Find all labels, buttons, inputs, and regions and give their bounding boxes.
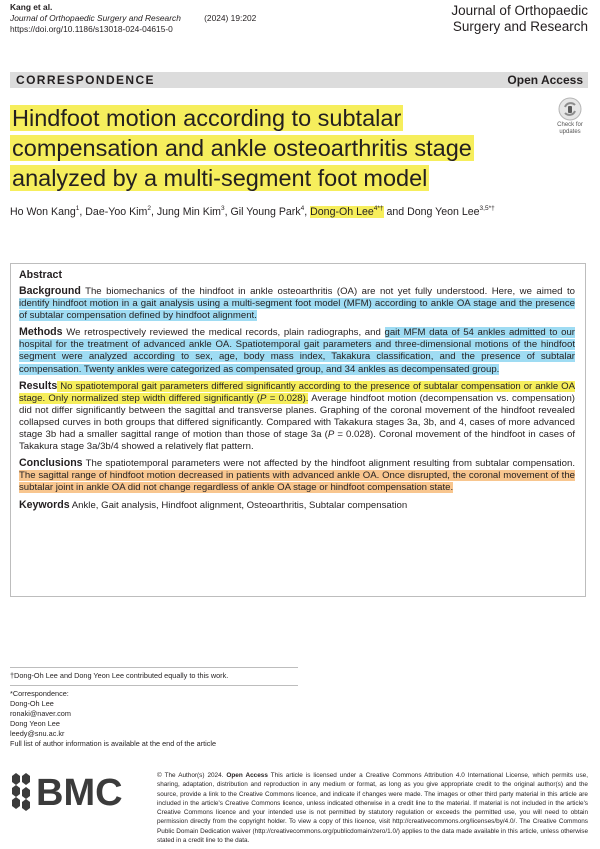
author-list [10, 205, 590, 219]
section-label: Results [19, 379, 58, 392]
abstract-keywords [19, 499, 575, 512]
highlighted-text-part: No spatiotemporal gait parameters differed significantly according to the presence of subtalar compensation or ankle OA stage. Only normalized step width differed significantly ( [19, 380, 575, 404]
section-text: = 0.028). Coronal movement of the hindfoot in cases of Takakura stage 3a/3b/4 showed a relatively flat pattern. [19, 429, 575, 453]
header-doi[interactable]: https://doi.org/10.1186/s13018-024-04615-0 [10, 24, 173, 34]
correspondence-label: *Correspondence: [10, 689, 69, 698]
title-line: Hindfoot motion according to subtalar [12, 105, 402, 131]
open-access-label: Open Access [507, 73, 583, 87]
header-volume: (2024) 19:202 [204, 13, 257, 23]
abstract-results [19, 380, 575, 454]
article-type-label: CORRESPONDENCE [16, 73, 155, 87]
section-label: Methods [19, 326, 63, 339]
copyright-prefix: © The Author(s) 2024. [157, 772, 227, 779]
author-info-note: Full list of author information is available at the end of the article [10, 739, 217, 748]
header-journal: Journal of Orthopaedic Surgery and Research [10, 13, 181, 23]
author-name: Jung Min Kim [156, 206, 222, 218]
author-affil: 4 [300, 205, 305, 212]
abstract-box [10, 263, 586, 597]
header-authors: Kang et al. [10, 2, 53, 12]
journal-name-line1: Journal of Orthopaedic [451, 3, 588, 18]
abstract-background [19, 285, 575, 322]
title-line: compensation and ankle osteoarthritis stage [12, 135, 472, 161]
section-text: We retrospectively reviewed the medical records, plain radiographs, and [62, 327, 385, 339]
license-text [157, 771, 588, 845]
author-sep: , [79, 206, 86, 218]
author-name-highlighted [310, 206, 383, 218]
correspondence-email[interactable]: ronaki@naver.com [10, 709, 71, 718]
author-name: Ho Won Kang [10, 206, 76, 218]
highlighted-text: gait MFM data of 54 ankles admitted to our hospital for the treatment of advanced ankle OA. Spatiotemporal gait parameters and three-dimensional motions of the hindfoot segment were analyzed according to sex, age, body mass index, Takakura classification, and the presence of subtalar compensation. Twenty ankles were categorized as compensated group, and 34 ankles as decompensated group. [19, 327, 575, 375]
section-text: Average hindfoot motion (decompensation vs. compensation) did not differ significantly between the sagittal and transverse planes. Graphing of the coronal movement of the hindfoot revealed collapsed curves in both groups that differed significantly. Compared with Takakura stages 3a, 3b, and 4, cases of more advanced stage 3b had a smaller sagittal range of motion than those of stage 3a ( [19, 392, 575, 441]
title-line: analyzed by a multi-segment foot model [12, 165, 428, 191]
abstract-heading: Abstract [19, 269, 62, 281]
equal-contribution-note: †Dong-Oh Lee and Dong Yeon Lee contributed equally to this work. [10, 671, 229, 680]
bmc-logo-icon [10, 770, 142, 812]
journal-name [451, 3, 588, 34]
section-label: Background [19, 285, 81, 297]
author-name: Dong Yeon Lee [407, 206, 480, 218]
article-title [10, 103, 550, 193]
author-name: Dae-Yoo Kim [85, 206, 148, 218]
correspondence-line: Dong-Oh Lee [10, 699, 54, 708]
section-text: The biomechanics of the hindfoot in ankle osteoarthritis (OA) are not yet fully understood. Here, we aimed to [80, 286, 575, 297]
author-name: Dong-Oh Lee [310, 206, 374, 218]
footnote-divider [10, 685, 298, 686]
header-citation [10, 13, 256, 24]
author-affil: 3 [221, 205, 225, 212]
check-updates-line2: updates [559, 128, 581, 135]
abstract-methods [19, 326, 575, 375]
license-body: This article is licensed under a Creative Commons Attribution 4.0 International License, which permits use, sharing, adaptation, distribution and reproduction in any medium or format, as long as you give appropriate credit to the original author(s) and the source, provide a link to the Creative Commons licence, and indicate if changes were made. The images or other third party material in this article are included in the article's Creative Commons licence, unless indicated otherwise in a credit line to the material. If material is not included in the article's Creative Commons licence and your intended use is not permitted by statutory regulation or exceeds the permitted use, you will need to obtain permission directly from the copyright holder. To view a copy of this licence, visit http://creativecommons.org/licenses/by/4.0/. The Creative Commons Public Domain Dedication waiver (http://creativecommons.org/publicdomain/zero/1.0/) applies to the data made available in this article, unless otherwise stated in a credit line to the data. [157, 772, 588, 845]
author-name: Gil Young Park [230, 206, 301, 218]
author-affil: 3,5*† [479, 205, 495, 212]
author-affil: 4*† [373, 205, 384, 212]
footnote-divider [10, 667, 298, 668]
author-affil: 2 [147, 205, 151, 212]
correspondence-line: Dong Yeon Lee [10, 719, 60, 728]
keywords-text: Ankle, Gait analysis, Hindfoot alignment, Osteoarthritis, Subtalar compensation [69, 499, 408, 511]
journal-name-line2: Surgery and Research [452, 18, 588, 34]
p-value-symbol: P [327, 429, 335, 441]
article-type-bar [10, 72, 588, 88]
author-sep: , [150, 206, 157, 218]
check-updates-icon [558, 97, 582, 121]
bmc-logo-text: BMC [36, 772, 123, 812]
footnotes [10, 667, 298, 749]
p-value-symbol: P [260, 392, 267, 404]
author-sep: , [224, 206, 231, 218]
author-sep: , [304, 206, 311, 218]
highlighted-text: The sagittal range of hindfoot motion decreased in patients with advanced ankle OA. Once disrupted, the coronal movement of the subtalar joint in ankle OA did not change regardless of ankle OA stage or hindfoot compensation state. [19, 470, 575, 494]
section-label: Conclusions [19, 457, 83, 470]
author-affil: 1 [75, 205, 80, 212]
bmc-logo [10, 770, 142, 817]
running-header [10, 2, 256, 35]
highlighted-text: identify hindfoot motion in a gait analysis using a multi-segment foot model (MFM) according to ankle OA stage and the presence of subtalar compensation defined by hindfoot alignment. [19, 298, 575, 322]
check-updates-line1: Check for [557, 122, 583, 128]
section-text: The spatiotemporal parameters were not affected by the hindfoot alignment resulting from subtalar compensation. [82, 458, 575, 470]
author-sep: and [383, 206, 408, 218]
check-for-updates-badge[interactable] [553, 97, 587, 135]
check-updates-text [553, 122, 587, 135]
correspondence-email[interactable]: leedy@snu.ac.kr [10, 729, 65, 738]
abstract-conclusions [19, 457, 575, 494]
license-open-access: Open Access [226, 772, 268, 779]
section-label: Keywords [19, 498, 70, 511]
highlighted-text-part: = 0.028). [266, 392, 309, 404]
